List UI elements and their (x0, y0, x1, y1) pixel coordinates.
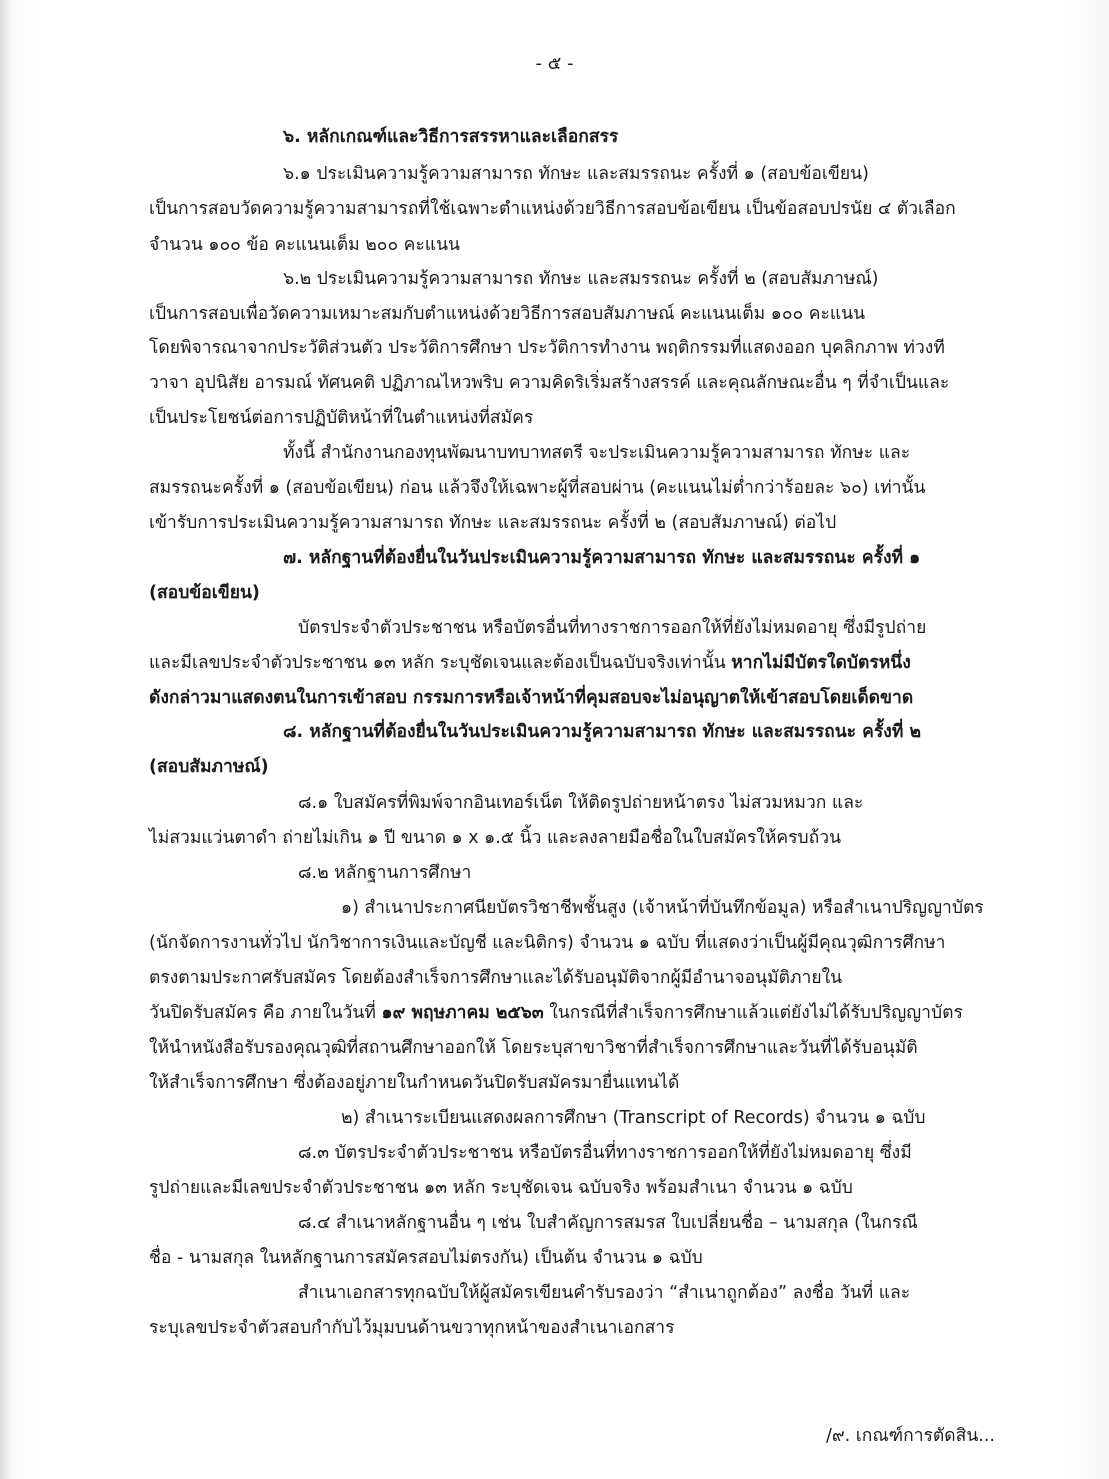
text-run: วันปิดรับสมัคร คือ ภายในวันที่ (149, 1003, 382, 1023)
paragraph-line: ๖.๒ ประเมินความรู้ความสามารถ ทักษะ และสมรรถนะ ครั้งที่ ๒ (สอบสัมภาษณ์) (283, 269, 879, 289)
deadline-date: ๑๙ พฤษภาคม ๒๕๖๓ (381, 1003, 544, 1023)
paragraph-line: ชื่อ - นามสกุล ในหลักฐานการสมัครสอบไม่ตรงกัน) เป็นต้น จำนวน ๑ ฉบับ (149, 1248, 703, 1268)
section-7-heading-cont: (สอบข้อเขียน) (149, 583, 260, 603)
paragraph-line: บัตรประจำตัวประชาชน หรือบัตรอื่นที่ทางราชการออกให้ที่ยังไม่หมดอายุ ซึ่งมีรูปถ่าย (298, 618, 927, 638)
paragraph-line: ตรงตามประกาศรับสมัคร โดยต้องสำเร็จการศึกษาและได้รับอนุมัติจากผู้มีอำนาจอนุมัติภายใน (149, 968, 843, 988)
section-8-heading-cont: (สอบสัมภาษณ์) (149, 757, 269, 777)
paragraph-line: เป็นประโยชน์ต่อการปฏิบัติหน้าที่ในตำแหน่งที่สมัคร (149, 408, 534, 428)
paragraph-line: ให้นำหนังสือรับรองคุณวุฒิที่สถานศึกษาออกให้ โดยระบุสาขาวิชาที่สำเร็จการศึกษาและวันที่ได้รับอนุมัติ (149, 1038, 918, 1058)
paragraph-line: ๘.๑ ใบสมัครที่พิมพ์จากอินเทอร์เน็ต ให้ติดรูปถ่ายหน้าตรง ไม่สวมหมวก และ (298, 793, 864, 813)
section-8-heading: ๘. หลักฐานที่ต้องยื่นในวันประเมินความรู้ความสามารถ ทักษะ และสมรรถนะ ครั้งที่ ๒ (283, 722, 921, 742)
paragraph-line: ระบุเลขประจำตัวสอบกำกับไว้มุมบนด้านขวาทุกหน้าของสำเนาเอกสาร (149, 1318, 675, 1338)
paragraph-line: ๒) สำเนาระเบียนแสดงผลการศึกษา (Transcript of Records) จำนวน ๑ ฉบับ (341, 1108, 926, 1128)
paragraph-line: วาจา อุปนิสัย อารมณ์ ทัศนคติ ปฏิภาณไหวพริบ ความคิดริเริ่มสร้างสรรค์ และคุณลักษณะอื่น ๆ ที่จำเป็นและ (149, 373, 950, 393)
paragraph-line: ๘.๓ บัตรประจำตัวประชาชน หรือบัตรอื่นที่ทางราชการออกให้ที่ยังไม่หมดอายุ ซึ่งมี (298, 1143, 912, 1163)
paragraph-line: รูปถ่ายและมีเลขประจำตัวประชาชน ๑๓ หลัก ระบุชัดเจน ฉบับจริง พร้อมสำเนา จำนวน ๑ ฉบับ (149, 1178, 853, 1198)
section-6-heading: ๖. หลักเกณฑ์และวิธีการสรรหาและเลือกสรร (283, 127, 619, 147)
paragraph-line: สมรรถนะครั้งที่ ๑ (สอบข้อเขียน) ก่อน แล้วจึงให้เฉพาะผู้ที่สอบผ่าน (คะแนนไม่ต่ำกว่าร้อยละ ๖๐) เท่านั้น (149, 478, 926, 498)
paragraph-line: โดยพิจารณาจากประวัติส่วนตัว ประวัติการศึกษา ประวัติการทำงาน พฤติกรรมที่แสดงออก บุคลิกภาพ ท่วงที (149, 338, 945, 358)
section-7-heading: ๗. หลักฐานที่ต้องยื่นในวันประเมินความรู้ความสามารถ ทักษะ และสมรรถนะ ครั้งที่ ๑ (283, 548, 921, 568)
paragraph-line: ดังกล่าวมาแสดงตนในการเข้าสอบ กรรมการหรือเจ้าหน้าที่คุมสอบจะไม่อนุญาตให้เข้าสอบโดยเด็ดขาด (149, 688, 914, 708)
paragraph-line: สำเนาเอกสารทุกฉบับให้ผู้สมัครเขียนคำรับรองว่า “สำเนาถูกต้อง” ลงชื่อ วันที่ และ (298, 1283, 911, 1303)
paragraph-line (0, 648, 1109, 678)
paragraph-line: ไม่สวมแว่นตาดำ ถ่ายไม่เกิน ๑ ปี ขนาด ๑ x ๑.๕ นิ้ว และลงลายมือชื่อในใบสมัครให้ครบถ้วน (149, 828, 842, 848)
paragraph-line: ๘.๒ หลักฐานการศึกษา (298, 863, 472, 883)
paragraph-line: ๑) สำเนาประกาศนียบัตรวิชาชีพชั้นสูง (เจ้าหน้าที่บันทึกข้อมูล) หรือสำเนาปริญญาบัตร (341, 898, 984, 918)
paragraph-line (0, 998, 1109, 1028)
paragraph-line: เป็นการสอบเพื่อวัดความเหมาะสมกับตำแหน่งด้วยวิธีการสอบสัมภาษณ์ คะแนนเต็ม ๑๐๐ คะแนน (149, 304, 866, 324)
page-number: - ๕ - (535, 53, 574, 74)
continuation-footer: /๙. เกณฑ์การตัดสิน... (825, 1426, 995, 1446)
paragraph-line: จำนวน ๑๐๐ ข้อ คะแนนเต็ม ๒๐๐ คะแนน (149, 235, 460, 255)
text-run: และมีเลขประจำตัวประชาชน ๑๓ หลัก ระบุชัดเจนและต้องเป็นฉบับจริงเท่านั้น (149, 653, 732, 673)
text-run: ในกรณีที่สำเร็จการศึกษาแล้วแต่ยังไม่ได้รับปริญญาบัตร (543, 1003, 963, 1023)
paragraph-line: ๘.๔ สำเนาหลักฐานอื่น ๆ เช่น ใบสำคัญการสมรส ใบเปลี่ยนชื่อ – นามสกุล (ในกรณี (298, 1213, 918, 1233)
paragraph-line: เป็นการสอบวัดความรู้ความสามารถที่ใช้เฉพาะตำแหน่งด้วยวิธีการสอบข้อเขียน เป็นข้อสอบปรนัย ๔ ตัวเลือก (149, 199, 956, 219)
paragraph-line: (นักจัดการงานทั่วไป นักวิชาการเงินและบัญชี และนิติกร) จำนวน ๑ ฉบับ ที่แสดงว่าเป็นผู้มีคุณวุฒิการศึกษา (149, 933, 946, 953)
paragraph-line: ให้สำเร็จการศึกษา ซึ่งต้องอยู่ภายในกำหนดวันปิดรับสมัครมายื่นแทนได้ (149, 1073, 680, 1093)
paragraph-line: ๖.๑ ประเมินความรู้ความสามารถ ทักษะ และสมรรถนะ ครั้งที่ ๑ (สอบข้อเขียน) (283, 164, 869, 184)
paragraph-line: ทั้งนี้ สำนักงานกองทุนพัฒนาบทบาทสตรี จะประเมินความรู้ความสามารถ ทักษะ และ (283, 443, 911, 463)
bold-text-run: หากไม่มีบัตรใดบัตรหนึ่ง (731, 653, 911, 673)
paragraph-line: เข้ารับการประเมินความรู้ความสามารถ ทักษะ และสมรรถนะ ครั้งที่ ๒ (สอบสัมภาษณ์) ต่อไป (149, 513, 837, 533)
